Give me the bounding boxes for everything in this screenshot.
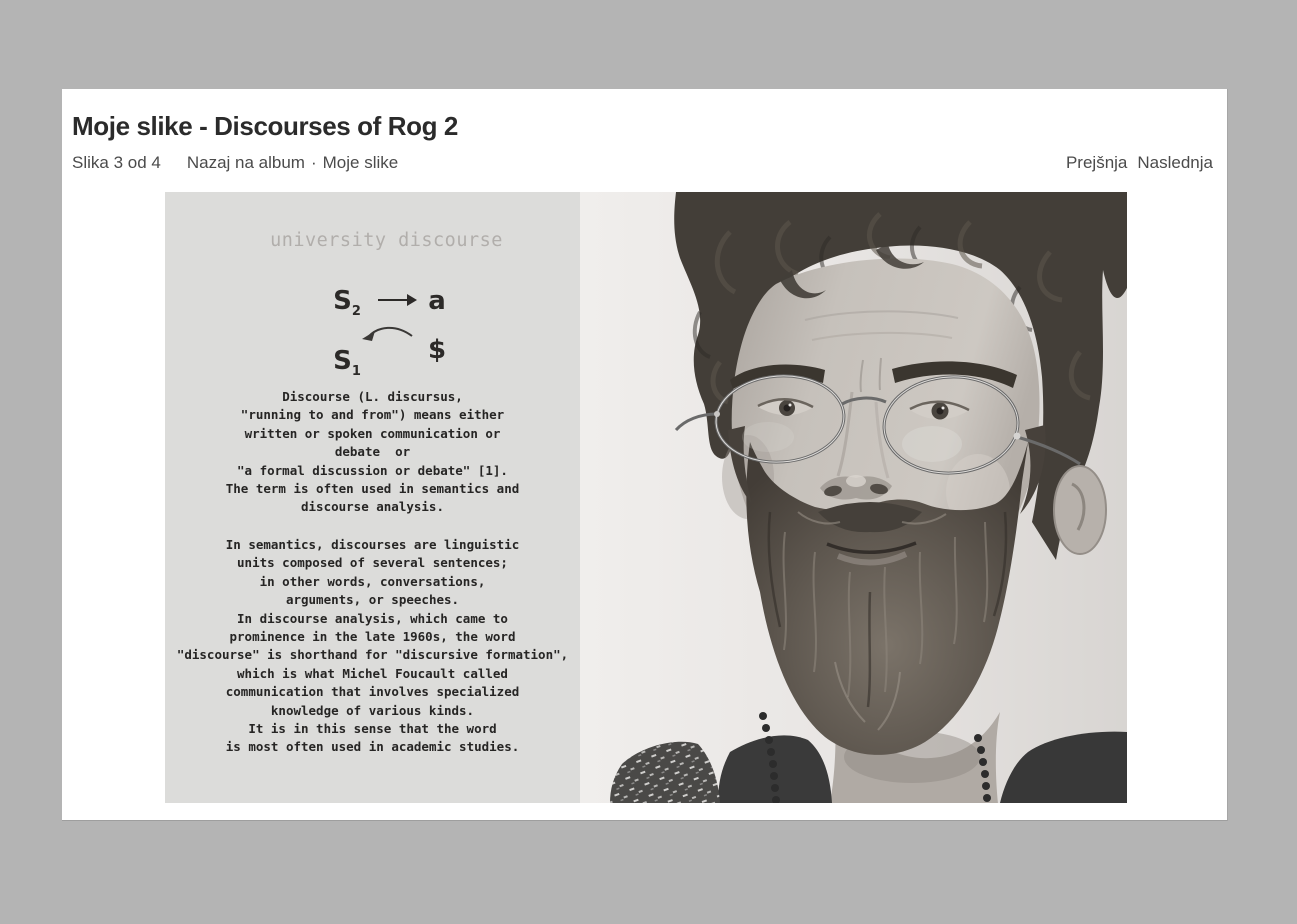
back-to-album-link[interactable]: Nazaj na album (186, 153, 305, 172)
photo-counter: Slika 3 od 4 (72, 153, 161, 172)
photo-navigation (1066, 153, 1213, 173)
slide-image[interactable] (165, 192, 1127, 803)
next-photo-link[interactable]: Naslednja (1137, 153, 1213, 172)
ear (1054, 466, 1106, 554)
matheme-s1: $S_1$ (333, 346, 361, 380)
matheme-barred-s: $ (427, 335, 447, 365)
paragraph-semantics: In semantics, discourses are linguistic units composed of several sentences; in other words, conversations, arguments, or speeches. In discourse analysis, which came to prominence in the late 1960s, the word "discourse" is shorthand for "discursive formation", which is what Michel Foucault called communication that involves specialized knowledge of various kinds. It is in this sense that the word is most often used in academic studies. (176, 537, 569, 755)
paragraph-definition: Discourse (L. discursus, "running to and from") means either written or spoken communication or debate or "a formal discussion or debate" [1]. The term is often used in semantics and discourse analysis. (225, 389, 520, 515)
photo-page-card (62, 89, 1228, 821)
return-arrow-icon (358, 326, 416, 348)
portrait-photo (580, 192, 1127, 803)
breadcrumb (72, 153, 398, 173)
right-arrow-icon (377, 292, 417, 308)
album-name-link[interactable]: Moje slike (322, 153, 399, 172)
matheme-right-fraction (413, 286, 461, 365)
previous-photo-link[interactable]: Prejšnja (1065, 153, 1128, 172)
discourse-panel (165, 192, 580, 803)
matheme-a: a (428, 286, 446, 316)
dot-separator: · (310, 153, 317, 172)
matheme-s2: $S_2$ (333, 286, 361, 320)
page-title: Moje slike - Discourses of Rog 2 (72, 111, 458, 141)
panel-title: university discourse (270, 230, 503, 251)
